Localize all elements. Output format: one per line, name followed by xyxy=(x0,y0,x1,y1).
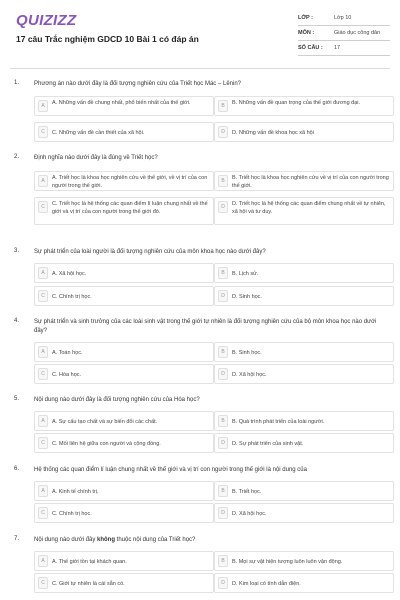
option-d[interactable] xyxy=(214,364,394,384)
worksheet-header xyxy=(0,0,400,68)
question-text: Nội dung nào dưới đây là đối tượng nghiên cứu của Hóa học? xyxy=(34,397,200,403)
option-c[interactable] xyxy=(34,503,214,523)
option-b[interactable] xyxy=(214,481,394,501)
option-a[interactable] xyxy=(34,551,214,571)
option-text: A. Thế giới tồn tại khách quan. xyxy=(52,559,127,565)
option-text: B. Triết học là khoa học nghiên cứu về vị trí của con người trong thế giới. xyxy=(232,175,389,189)
option-b[interactable] xyxy=(214,342,394,362)
option-d[interactable] xyxy=(214,286,394,306)
option-text: C. Mối liên hệ giữa con người và cộng đồng. xyxy=(52,441,161,447)
question-text: Hệ thống các quan điểm lí luận chung nhất về thế giới và vị trí con người trong thế giới là nội dung của xyxy=(34,467,307,473)
option-letter: A xyxy=(38,100,48,112)
question-number: 1. xyxy=(14,80,20,86)
option-letter: A xyxy=(38,346,48,358)
meta-count-value: 17 xyxy=(334,45,341,51)
page-title: 17 câu Trắc nghiệm GDCD 10 Bài 1 có đáp án xyxy=(16,34,199,44)
option-letter: A xyxy=(38,267,48,279)
divider xyxy=(298,40,390,41)
option-b[interactable] xyxy=(214,411,394,431)
option-letter: D xyxy=(218,126,228,138)
meta-subject-key: MÔN : xyxy=(298,30,315,36)
option-letter: B xyxy=(218,485,228,497)
option-letter: D xyxy=(218,201,228,213)
option-letter: A xyxy=(38,555,48,567)
option-d[interactable] xyxy=(214,122,394,142)
option-b[interactable] xyxy=(214,171,394,191)
question-text: Sự phát triển và sinh trưởng của các loài sinh vật trong thế giới tự nhiên là đối tượng nghiên cứu của bộ môn khoa học nào dưới đây? xyxy=(34,319,377,334)
option-letter: D xyxy=(218,437,228,449)
option-text: A. Những vấn đề chung nhất, phổ biến nhất của thế giới. xyxy=(52,100,191,106)
option-text: A. Toán học. xyxy=(52,350,83,356)
option-letter: B xyxy=(218,346,228,358)
option-c[interactable] xyxy=(34,573,214,593)
option-text: B. Sinh học. xyxy=(232,350,262,356)
option-letter: D xyxy=(218,290,228,302)
question-number: 4. xyxy=(14,318,20,324)
option-letter: C xyxy=(38,201,48,213)
option-letter: C xyxy=(38,577,48,589)
option-letter: C xyxy=(38,368,48,380)
option-letter: D xyxy=(218,507,228,519)
quizizz-logo: QUIZIZZ xyxy=(16,12,77,29)
meta-subject-value: Giáo dục công dân xyxy=(334,30,381,36)
option-text: D. Những vấn đề khoa học xã hội xyxy=(232,130,314,136)
option-c[interactable] xyxy=(34,364,214,384)
option-text: B. Triết học. xyxy=(232,489,262,495)
option-letter: A xyxy=(38,175,48,187)
header-divider xyxy=(10,68,390,69)
question-text: Phương án nào dưới đây là đối tượng nghiên cứu của Triết học Mác – Lênin? xyxy=(34,81,241,87)
option-text: A. Triết học là khoa học nghiên cứu về thế giới, về vị trí của con người trong thế giới. xyxy=(52,175,208,189)
option-text: D. Sinh học. xyxy=(232,294,262,300)
question-number: 2. xyxy=(14,154,20,160)
option-a[interactable] xyxy=(34,263,214,283)
option-letter: B xyxy=(218,100,228,112)
option-text: C. Giới tự nhiên là cái sẵn có. xyxy=(52,581,125,587)
option-b[interactable] xyxy=(214,263,394,283)
option-a[interactable] xyxy=(34,411,214,431)
question-text: Sự phát triển của loài người là đối tượng nghiên cứu của môn khoa học nào dưới đây? xyxy=(34,249,266,255)
option-letter: C xyxy=(38,437,48,449)
question-number: 5. xyxy=(14,396,20,402)
option-text: B. Lịch sử. xyxy=(232,271,259,277)
option-letter: B xyxy=(218,175,228,187)
option-text: D. Xã hội học. xyxy=(232,372,267,378)
question-number: 6. xyxy=(14,466,20,472)
option-text: A. Kinh tế chính trị. xyxy=(52,489,99,495)
option-text: C. Chính trị học. xyxy=(52,511,92,517)
question-text-start: Nội dung nào dưới đây xyxy=(34,537,97,543)
option-letter: A xyxy=(38,415,48,427)
option-text: C. Triết học là hệ thống các quan điểm lí luận chung nhất về thế giới và vị trí của con người trong thế giới đó. xyxy=(52,201,208,215)
option-text: C. Những vấn đề cần thiết của xã hội. xyxy=(52,130,145,136)
option-letter: D xyxy=(218,577,228,589)
option-text: C. Chính trị học. xyxy=(52,294,92,300)
option-b[interactable] xyxy=(214,96,394,116)
meta-count-key: SỐ CÂU : xyxy=(298,45,323,51)
option-text: A. Sự cấu tạo chất và sự biến đổi các chất. xyxy=(52,419,158,425)
option-a[interactable] xyxy=(34,481,214,501)
option-a[interactable] xyxy=(34,342,214,362)
option-a[interactable] xyxy=(34,96,214,116)
option-text: D. Kim loại có tính dẫn điện. xyxy=(232,581,301,587)
option-c[interactable] xyxy=(34,286,214,306)
option-text: B. Những vấn đề quan trọng của thế giới đương đại. xyxy=(232,100,361,106)
question-text-emphasis: không xyxy=(97,537,115,543)
option-text: A. Xã hội học. xyxy=(52,271,87,277)
option-d[interactable] xyxy=(214,197,394,225)
question-text-end: thuộc nội dung của Triết học? xyxy=(115,537,196,543)
option-c[interactable] xyxy=(34,197,214,225)
option-letter: C xyxy=(38,290,48,302)
option-letter: A xyxy=(38,485,48,497)
option-d[interactable] xyxy=(214,433,394,453)
divider xyxy=(298,25,390,26)
divider xyxy=(298,55,390,56)
option-d[interactable] xyxy=(214,503,394,523)
option-letter: D xyxy=(218,368,228,380)
option-letter: C xyxy=(38,507,48,519)
option-text: B. Mọi sự vật hiện tượng luôn luôn vận động. xyxy=(232,559,343,565)
option-letter: C xyxy=(38,126,48,138)
option-letter: B xyxy=(218,415,228,427)
option-text: D. Xã hội học. xyxy=(232,511,267,517)
option-letter: B xyxy=(218,267,228,279)
option-c[interactable] xyxy=(34,433,214,453)
question-text xyxy=(34,536,384,545)
option-text: C. Hóa học. xyxy=(52,372,82,378)
option-d[interactable] xyxy=(214,573,394,593)
option-b[interactable] xyxy=(214,551,394,571)
option-text: B. Quá trình phát triển của loài người. xyxy=(232,419,325,425)
question-number: 7. xyxy=(14,536,20,542)
meta-grade-value: Lớp 10 xyxy=(334,15,352,21)
question-number: 3. xyxy=(14,248,20,254)
meta-grade-key: LỚP : xyxy=(298,15,313,21)
question-text: Định nghĩa nào dưới đây là đúng về Triết học? xyxy=(34,155,158,161)
option-text: D. Triết học là hệ thống các quan điểm chung nhất về tự nhiên, xã hội và tư duy. xyxy=(232,201,386,215)
option-letter: B xyxy=(218,555,228,567)
option-a[interactable] xyxy=(34,171,214,191)
option-c[interactable] xyxy=(34,122,214,142)
option-text: D. Sự phát triển của sinh vật. xyxy=(232,441,304,447)
